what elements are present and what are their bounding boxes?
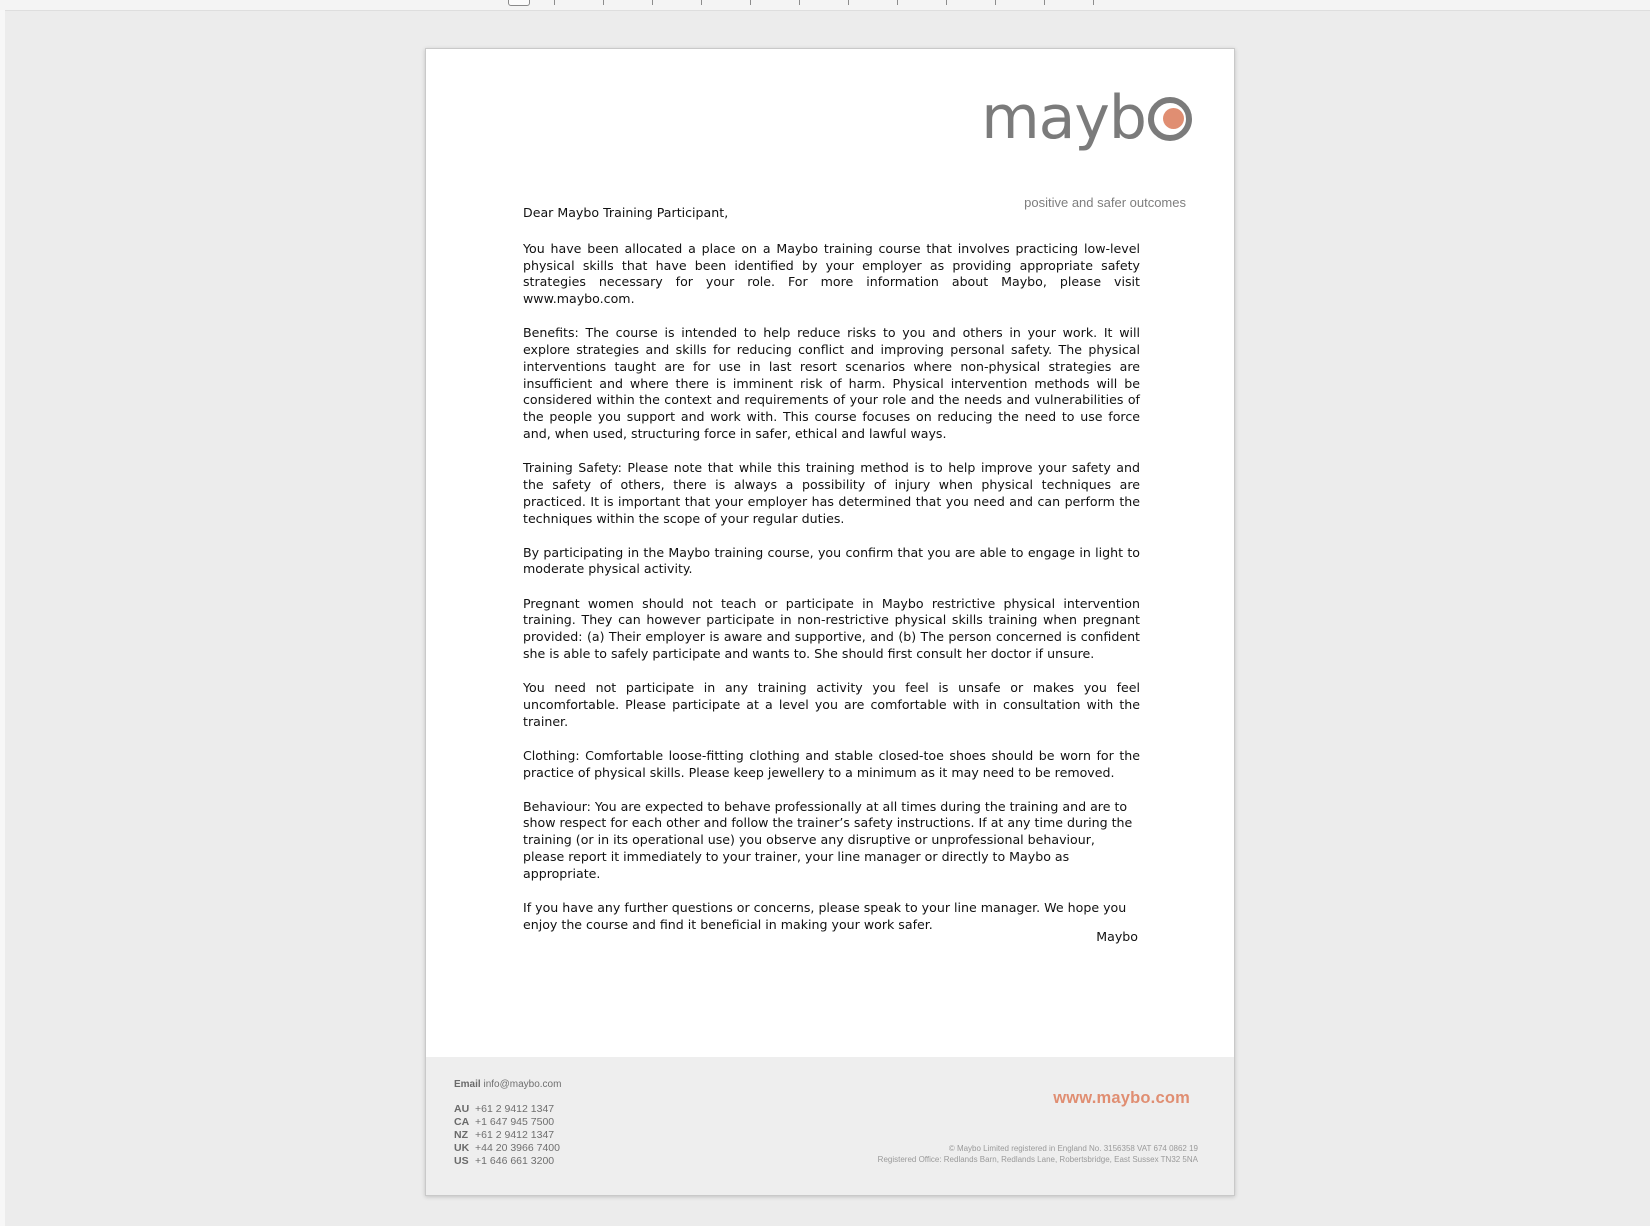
phone-number: +61 2 9412 1347 — [475, 1129, 555, 1141]
footer-phone-list — [454, 1103, 560, 1168]
footer-registration: © Maybo Limited registered in England No. 3156358 VAT 674 0862 19 — [948, 1144, 1198, 1153]
ruler-tick — [995, 0, 996, 5]
left-margin-strip — [0, 10, 5, 1226]
paragraph-comfort: You need not participate in any training activity you feel is unsafe or makes you feel uncomfortable. Please participate at a level you are comfortable with in consultation with the trainer. — [523, 680, 1140, 729]
document-page[interactable] — [425, 48, 1235, 1196]
phone-row — [454, 1116, 560, 1129]
footer-registered-office: Registered Office: Redlands Barn, Redlands Lane, Robertsbridge, East Sussex TN32 5NA — [877, 1155, 1198, 1164]
ruler-tick — [1044, 0, 1045, 5]
footer-email-address: info@maybo.com — [483, 1079, 562, 1090]
footer-website: www.maybo.com — [1053, 1089, 1190, 1107]
letter-body[interactable] — [523, 205, 1140, 951]
phone-number: +44 20 3966 7400 — [475, 1142, 560, 1154]
footer-legal — [878, 1143, 1198, 1165]
ruler-tick — [603, 0, 604, 5]
country-code: AU — [454, 1103, 470, 1115]
phone-number: +1 646 661 3200 — [475, 1155, 555, 1167]
ruler-tick — [1093, 0, 1094, 5]
ruler-tick — [750, 0, 751, 5]
logo-tagline: positive and safer outcomes — [1024, 195, 1186, 210]
ruler-tick — [946, 0, 947, 5]
letter-greeting: Dear Maybo Training Participant, — [523, 205, 729, 220]
ruler-tick — [848, 0, 849, 5]
footer-email-label: Email — [454, 1079, 481, 1090]
footer-email — [454, 1079, 561, 1090]
ruler-tick — [652, 0, 653, 5]
paragraph-training-safety: Training Safety: Please note that while this training method is to help improve your safety and the safety of others, there is always a possibility of injury when physical techniques are practiced. It is important that your employer has determined that you need and can perform the techniques within the scope of your regular duties. — [523, 460, 1140, 526]
paragraph-benefits: Benefits: The course is intended to help reduce risks to you and others in your work. It will explore strategies and skills for reducing conflict and improving personal safety. The physical interventions taught are for use in last resort scenarios where non-physical strategies are insufficient and where there is imminent risk of harm. Physical intervention methods will be considered within the context and requirements of your role and the needs and vulnerabilities of the people you support and work with. This course focuses on reducing the need to use force and, when used, structuring force in safer, ethical and lawful ways. — [523, 325, 1140, 442]
phone-number: +1 647 945 7500 — [475, 1116, 555, 1128]
ruler-tick — [701, 0, 702, 5]
phone-row — [454, 1155, 560, 1168]
ruler-tick — [799, 0, 800, 5]
phone-row — [454, 1142, 560, 1155]
country-code: UK — [454, 1142, 470, 1154]
ruler-tick — [897, 0, 898, 5]
page-footer — [426, 1057, 1234, 1195]
logo-o-mark — [1148, 97, 1192, 141]
paragraph-clothing: Clothing: Comfortable loose-fitting clothing and stable closed-toe shoes should be worn for the practice of physical skills. Please keep jewellery to a minimum as it may need to be removed. — [523, 747, 1140, 780]
country-code: NZ — [454, 1129, 468, 1141]
horizontal-ruler[interactable] — [0, 0, 1650, 11]
logo-wordmark: mayb — [981, 85, 1192, 151]
paragraph-behaviour: Behaviour: You are expected to behave professionally at all times during the training and are to show respect for each other and follow the trainer’s safety instructions. If at any time during the training (or in its operational use) you observe any disruptive or unprofessional behaviour, please report it immediately to your trainer, your line manager or directly to Maybo as appropriate. — [523, 798, 1133, 881]
paragraph-questions: If you have any further questions or concerns, please speak to your line manager. We hope you enjoy the course and find it beneficial in making your work safer. — [523, 899, 1127, 932]
ruler-indent-handle[interactable] — [508, 0, 530, 6]
phone-row — [454, 1129, 560, 1142]
phone-row — [454, 1103, 560, 1116]
letter-signoff: Maybo — [1096, 929, 1138, 944]
paragraph-intro: You have been allocated a place on a Maybo training course that involves practicing low-level physical skills that have been identified by your employer as providing appropriate safety strategies necessary for your role. For more information about Maybo, please visit www.maybo.com. — [523, 240, 1140, 307]
country-code: US — [454, 1155, 469, 1167]
ruler-tick — [554, 0, 555, 5]
maybo-logo — [981, 83, 1192, 210]
paragraph-pregnancy: Pregnant women should not teach or participate in Maybo restrictive physical intervention training. They can however participate in non-restrictive physical skills training when pregnant provided: (a) Their employer is aware and supportive, and (b) The person concerned is confident she is able to safely participate and wants to. She should first consult her doctor if unsure. — [523, 595, 1140, 661]
paragraph-participation: By participating in the Maybo training course, you confirm that you are able to engage in light to moderate physical activity. — [523, 544, 1140, 577]
country-code: CA — [454, 1116, 470, 1128]
phone-number: +61 2 9412 1347 — [475, 1103, 555, 1115]
